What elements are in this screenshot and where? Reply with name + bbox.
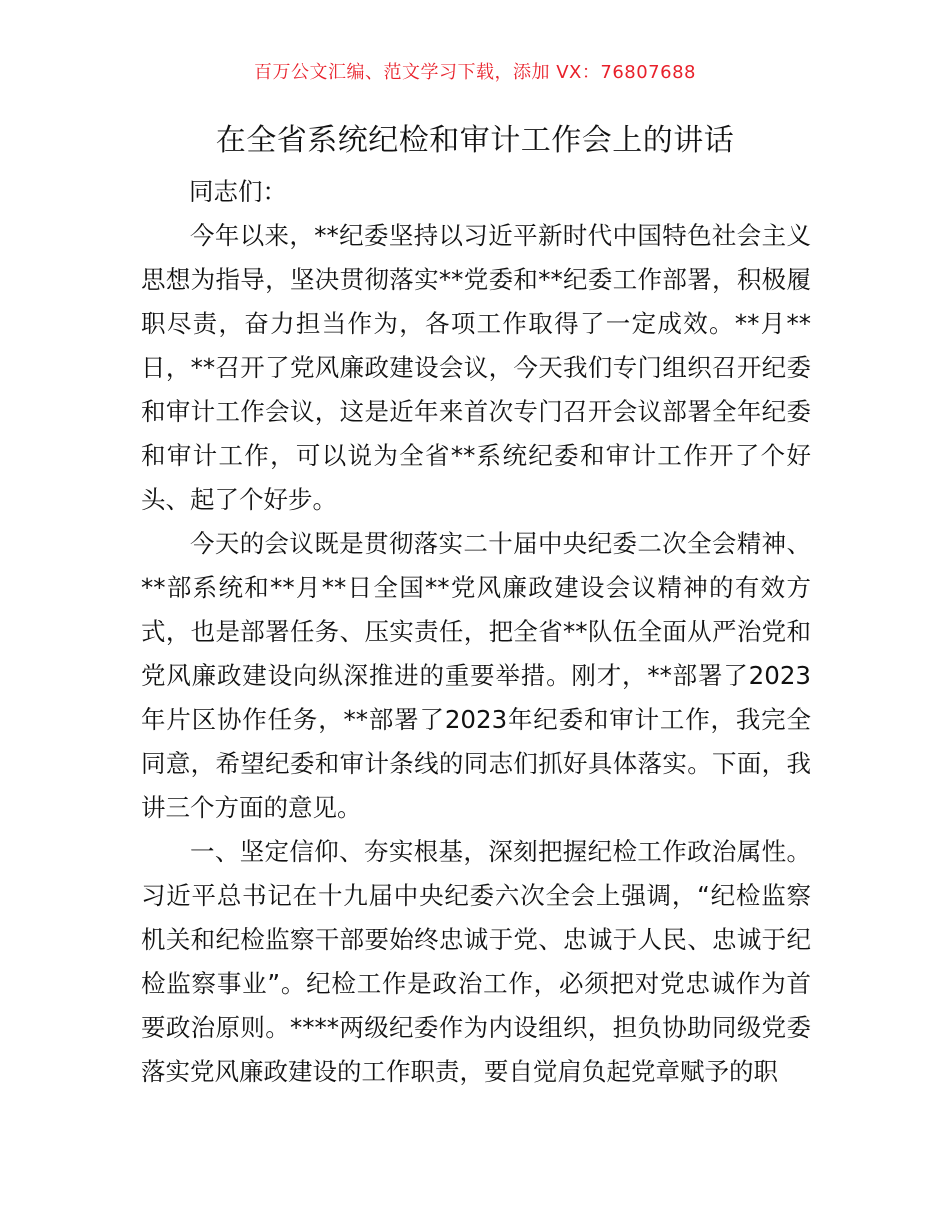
document-title: 在全省系统纪检和审计工作会上的讲话 (215, 123, 735, 158)
document-body (141, 170, 811, 1094)
salutation: 同志们： (189, 177, 287, 206)
paragraph-1: 今年以来，**纪委坚持以习近平新时代中国特色社会主义思想为指导，坚决贯彻落实**党委和**纪委工作部署，积极履职尽责，奋力担当作为，各项工作取得了一定成效。**月**日，**召开了党风廉政建设会议，今天我们专门组织召开纪委和审计工作会议，这是近年来首次专门召开会议部署全年纪委和审计工作，可以说为全省**系统纪委和审计工作开了个好头、起了个好步。 (141, 221, 811, 514)
paragraph-2: 今天的会议既是贯彻落实二十届中央纪委二次全会精神、**部系统和**月**日全国**党风廉政建设会议精神的有效方式，也是部署任务、压实责任，把全省**队伍全面从严治党和党风廉政建设向纵深推进的重要举措。刚才，**部署了2023年片区协作任务，**部署了2023年纪委和审计工作，我完全同意，希望纪委和审计条线的同志们抓好具体落实。下面，我讲三个方面的意见。 (141, 529, 811, 822)
watermark-text: 百万公文汇编、范文学习下载，添加 VX：76807688 (254, 62, 696, 83)
paragraph-3: 一、坚定信仰、夯实根基，深刻把握纪检工作政治属性。习近平总书记在十九届中央纪委六次全会上强调，“纪检监察机关和纪检监察干部要始终忠诚于党、忠诚于人民、忠诚于纪检监察事业”。纪检工作是政治工作，必须把对党忠诚作为首要政治原则。****两级纪委作为内设组织，担负协助同级党委落实党风廉政建设的工作职责，要自觉肩负起党章赋予的职 (141, 837, 811, 1086)
